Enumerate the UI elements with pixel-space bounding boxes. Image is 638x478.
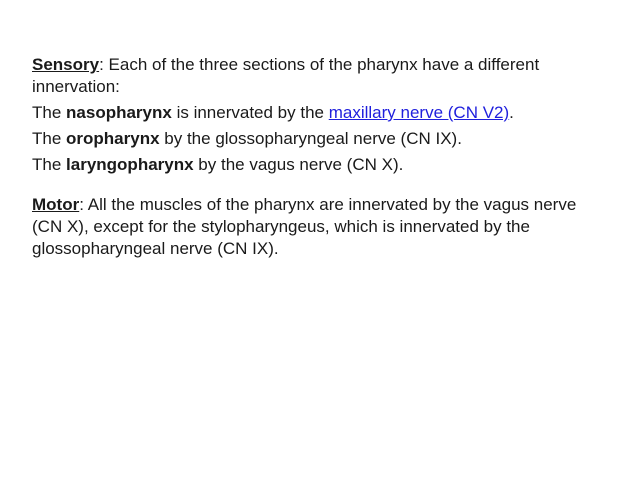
- sensory-intro-text: Each of the three sections of the pharynx have a different innervation:: [32, 55, 540, 96]
- motor-text: All the muscles of the pharynx are innervated by the vagus nerve (CN X), except for the stylopharyngeus, which is innervated by the glossopharyngeal nerve (CN IX).: [32, 195, 577, 258]
- laryngopharynx-prefix: The: [32, 155, 67, 174]
- maxillary-nerve-link[interactable]: maxillary nerve (CN V2): [328, 103, 510, 122]
- motor-heading: Motor: [32, 195, 80, 214]
- laryngopharynx-paragraph: [32, 154, 592, 176]
- oropharynx-prefix: The: [32, 129, 67, 148]
- paragraph-spacer: [32, 176, 592, 194]
- nasopharynx-term: nasopharynx: [66, 103, 172, 122]
- oropharynx-paragraph: [32, 128, 592, 150]
- sensory-paragraph: [32, 54, 592, 98]
- laryngopharynx-suffix: by the vagus nerve (CN X).: [193, 155, 404, 174]
- laryngopharynx-term: laryngopharynx: [66, 155, 194, 174]
- motor-paragraph: [32, 194, 592, 260]
- sensory-heading: Sensory: [32, 55, 100, 74]
- oropharynx-suffix: by the glossopharyngeal nerve (CN IX).: [159, 129, 462, 148]
- nasopharynx-suffix: .: [509, 103, 514, 122]
- motor-colon: :: [79, 195, 88, 214]
- oropharynx-term: oropharynx: [66, 129, 160, 148]
- nasopharynx-paragraph: [32, 102, 592, 124]
- slide-body: [32, 54, 592, 260]
- nasopharynx-middle-text: is innervated by the: [171, 103, 329, 122]
- nasopharynx-prefix: The: [32, 103, 67, 122]
- sensory-colon: :: [99, 55, 109, 74]
